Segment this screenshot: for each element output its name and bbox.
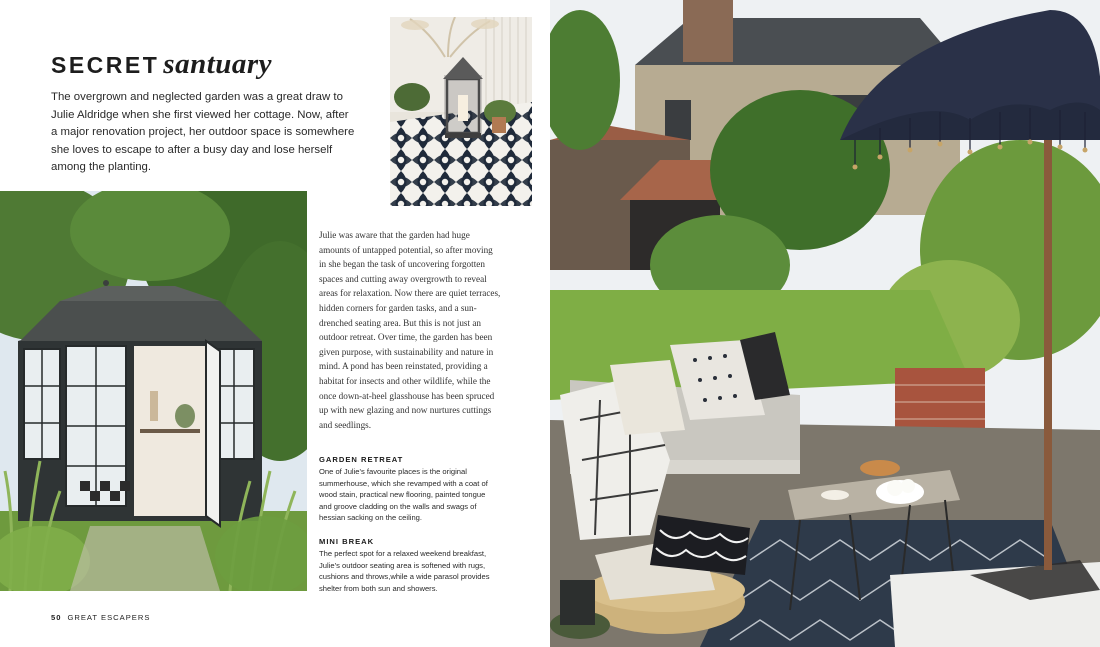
caption-heading-garden-retreat: GARDEN RETREAT [319, 455, 404, 464]
page-number: 50 [51, 613, 62, 622]
caption-text-mini-break: The perfect spot for a relaxed weekend breakfast, Julie's outdoor seating area is softened with rugs, cushions and throws,while a wide parasol provides shelter from both sun and showers. [319, 549, 490, 593]
title-italic: santuary [163, 48, 273, 80]
body-copy: Julie was aware that the garden had huge amounts of untapped potential, so after moving in she began the task of uncovering forgotten spaces and cutting away overgrowth to reveal areas for relaxation. Now there are quiet terraces, hidden corners for garden tasks, and a sun-drenched seating area. But this is not just an outdoor retreat. Over time, the garden has been given purpose, with sustainability and nature in mind. A pond has been reinstated, providing a habitat for insects and other wildlife, while the once down-at-heel glasshouse has been spruced up with new glazing and now nurtures cuttings and seedlings. [319, 230, 501, 430]
standfirst: The overgrown and neglected garden was a great draw to Julie Aldridge when she first viewed her cottage. Now, after a major renovation project, her outdoor space is somewhere she loves to escape to after a busy day and lose herself among the planting. [51, 91, 355, 174]
photo-patio-seating-area [550, 0, 1100, 647]
article-title [51, 44, 272, 81]
caption-heading-mini-break: MINI BREAK [319, 537, 375, 546]
photo-tiled-floor-lantern [390, 17, 532, 206]
section-name: GREAT ESCAPERS [67, 613, 151, 622]
photo-summerhouse [0, 191, 307, 591]
caption-text-garden-retreat: One of Julie's favourite places is the original summerhouse, which she revamped with a coat of wood stain, practical new flooring, painted tongue and groove cladding on the walls and swags of hessian sacking on the ceiling. [319, 467, 488, 523]
title-main: SECRET [51, 52, 160, 78]
folio [51, 613, 150, 622]
